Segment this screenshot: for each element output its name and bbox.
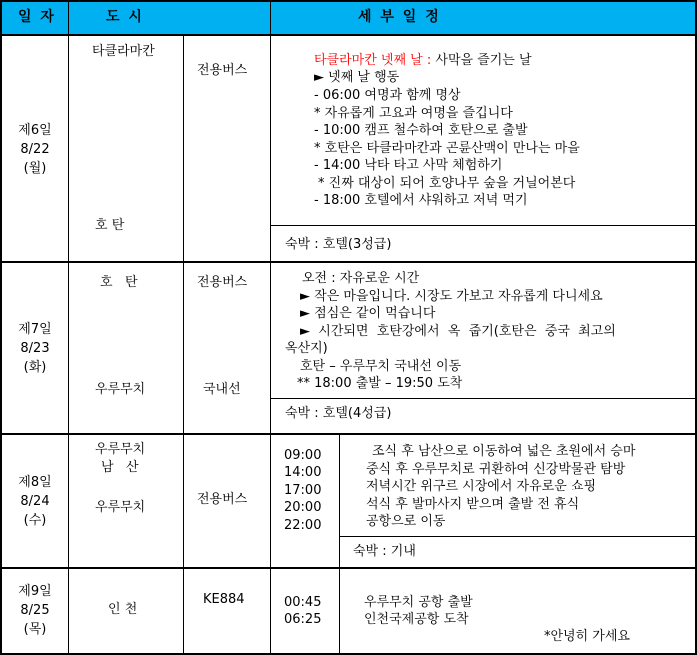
- schedule-line: - 10:00 캠프 철수하여 호탄으로 출발: [314, 123, 528, 138]
- city-name: 남 산: [101, 460, 139, 475]
- city-name: 호 탄: [95, 218, 125, 233]
- border-top: [0, 0, 697, 2]
- time-value: 14:00: [284, 465, 322, 480]
- schedule-line: * 자유롭게 고요과 여명을 즐깁니다: [314, 106, 513, 121]
- transport: 전용버스: [197, 492, 248, 507]
- day-date: 8/22: [20, 142, 50, 157]
- day-title-highlight: 타클라마칸 넷째 날 :: [314, 53, 432, 68]
- city-name: 우루무치: [95, 500, 146, 515]
- city-name: 우루무치: [95, 442, 146, 457]
- schedule-line: * 진짜 대상이 되어 호양나무 숲을 거닐어본다: [318, 176, 576, 191]
- day-label: 제9일: [18, 584, 52, 599]
- row-divider: [0, 433, 697, 435]
- lodging: 숙박 : 호텔(4성급): [285, 406, 392, 421]
- col-divider-time: [339, 434, 340, 655]
- header-city: 도 시: [106, 9, 144, 25]
- schedule-line: 중식 후 우루무치로 귀환하여 신강박물관 탐방: [366, 462, 626, 477]
- row-divider: [0, 567, 697, 569]
- lodging-divider: [270, 398, 697, 399]
- time-value: 22:00: [284, 518, 322, 533]
- day-date: 8/23: [20, 341, 50, 356]
- day-weekday: (월): [23, 161, 47, 176]
- day-weekday: (수): [23, 513, 47, 528]
- day-cell: [1, 582, 69, 639]
- schedule-line: ► 시간되면 호탄강에서 옥 줍기(호탄은 중국 최고의: [300, 324, 616, 339]
- city-name: 타클라마칸: [92, 44, 155, 59]
- day-label: 제7일: [18, 322, 52, 337]
- schedule-line: - 14:00 낙타 타고 사막 체험하기: [314, 158, 503, 173]
- day-date: 8/25: [20, 603, 50, 618]
- header-detail: 세 부 일 정: [358, 9, 441, 25]
- time-value: 20:00: [284, 500, 322, 515]
- schedule-line: ► 작은 마을입니다. 시장도 가보고 자유롭게 다니세요: [300, 289, 603, 304]
- day-cell: [1, 121, 69, 178]
- schedule-line: - 06:00 여명과 함께 명상: [314, 88, 461, 103]
- time-value: 06:25: [284, 612, 322, 627]
- day-cell: [1, 473, 69, 530]
- schedule-line: - 18:00 호텔에서 샤워하고 저녁 먹기: [314, 193, 528, 208]
- row-divider: [0, 261, 697, 263]
- lodging-divider: [339, 536, 697, 537]
- transport: 전용버스: [197, 63, 248, 78]
- header-day: 일 자: [18, 9, 56, 25]
- schedule-line: 우루무치 공항 출발: [364, 595, 473, 610]
- transport: 국내선: [203, 382, 241, 397]
- city-name: 인 천: [108, 602, 138, 617]
- schedule-line: 석식 후 발마사지 받으며 출발 전 휴식: [366, 497, 580, 512]
- transport: 전용버스: [197, 275, 248, 290]
- schedule-line: 저녁시간 위구르 시장에서 자유로운 쇼핑: [366, 479, 597, 494]
- schedule-line: ► 넷째 날 행동: [314, 70, 400, 85]
- schedule-line: ► 점심은 같이 먹습니다: [300, 306, 436, 321]
- table-header: [0, 0, 697, 35]
- city-name: 우루무치: [95, 382, 146, 397]
- time-value: 17:00: [284, 483, 322, 498]
- lodging: 숙박 : 기내: [353, 544, 416, 559]
- day-cell: [1, 320, 69, 377]
- schedule-line: * 호탄은 타클라마칸과 곤륜산맥이 만나는 마을: [314, 141, 580, 156]
- city-name: 호 탄: [100, 275, 138, 290]
- header-divider: [0, 34, 697, 36]
- schedule-line: 오전 : 자유로운 시간: [302, 271, 420, 286]
- lodging: 숙박 : 호텔(3성급): [285, 237, 392, 252]
- day-label: 제6일: [18, 123, 52, 138]
- schedule-line: 조식 후 남산으로 이동하여 넓은 초원에서 승마: [372, 444, 636, 459]
- day-date: 8/24: [20, 494, 50, 509]
- farewell-note: *안녕히 가세요: [544, 629, 630, 644]
- lodging-divider: [270, 225, 697, 226]
- schedule-line: 옥산지): [285, 341, 328, 356]
- day-weekday: (화): [23, 360, 47, 375]
- day-title: [314, 52, 532, 69]
- day-label: 제8일: [18, 475, 52, 490]
- day-title-text: 사막을 즐기는 날: [431, 53, 532, 68]
- day-weekday: (목): [23, 622, 47, 637]
- col-divider-transport: [270, 0, 271, 655]
- time-value: 09:00: [284, 448, 322, 463]
- col-divider-city: [183, 35, 184, 655]
- schedule-line: 호탄 – 우루무치 국내선 이동: [300, 359, 462, 374]
- flight-number: KE884: [203, 592, 245, 607]
- schedule-line: ** 18:00 출발 – 19:50 도착: [297, 376, 463, 391]
- schedule-line: 공항으로 이동: [366, 514, 446, 529]
- schedule-line: 인천국제공항 도착: [364, 612, 469, 627]
- time-value: 00:45: [284, 595, 322, 610]
